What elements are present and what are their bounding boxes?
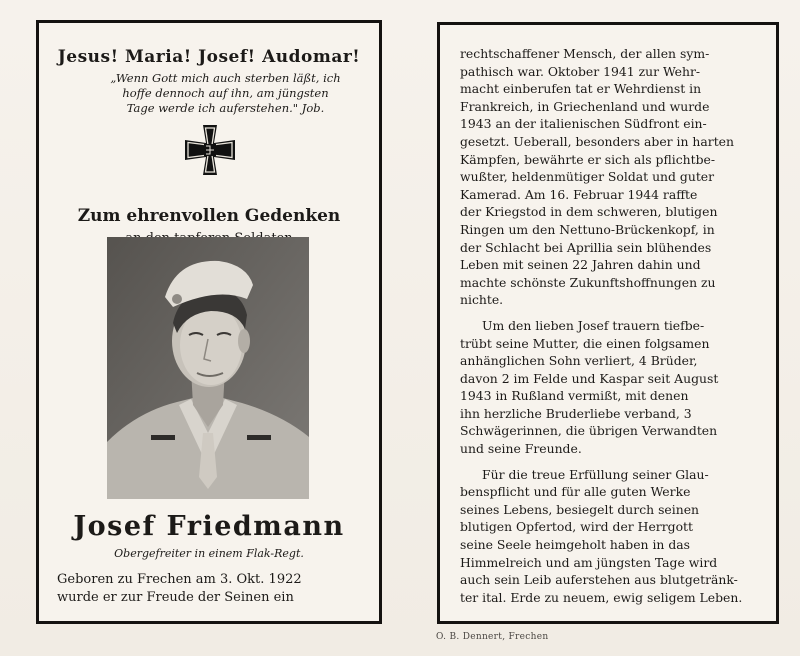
- text-line: davon 2 im Felde und Kaspar seit August: [460, 370, 719, 386]
- text-line: trübt seine Mutter, die einen folgsamen: [460, 335, 710, 351]
- text-line: Frankreich, in Griechenland und wurde: [460, 98, 710, 114]
- text-line: gesetzt. Ueberall, besonders aber in harten: [460, 133, 734, 149]
- quote-line: Tage werde ich auferstehen." Job.: [126, 101, 325, 115]
- text-line: und seine Freunde.: [460, 441, 582, 457]
- text-line: Um den lieben Josef trauern tiefbe-: [482, 317, 705, 333]
- text-line: Schwägerinnen, die übrigen Verwandten: [460, 423, 718, 439]
- quote-line: hoffe dennoch auf ihn, am jüngsten: [122, 86, 329, 100]
- text-line: 1943 an der italienischen Südfront ein-: [460, 116, 707, 132]
- text-line: ihn herzliche Bruderliebe verband, 3: [460, 405, 692, 421]
- text-line: Für die treue Erfüllung seiner Glau-: [482, 466, 709, 482]
- text-line: ter ital. Erde zu neuem, ewig seligem Leben.: [460, 589, 743, 605]
- front-panel: [36, 20, 382, 624]
- deceased-name: Josef Friedmann: [73, 511, 345, 542]
- biography-text: [460, 45, 760, 606]
- text-line: Leben mit seinen 22 Jahren dahin und: [460, 257, 701, 273]
- text-line: seines Lebens, besiegelt durch seinen: [460, 501, 700, 517]
- text-line: wurde er zur Freude der Seinen ein: [57, 590, 294, 605]
- text-line: nichte.: [460, 292, 504, 308]
- text-line: Himmelreich und am jüngsten Tage wird: [460, 554, 718, 570]
- text-line: anhänglichen Sohn verliert, 4 Brüder,: [460, 353, 698, 369]
- text-line: pathisch war. Oktober 1941 zur Wehr-: [460, 63, 701, 79]
- bible-quote: [93, 71, 358, 116]
- text-line: 1943 in Rußland vermißt, mit denen: [460, 388, 689, 404]
- birth-text: [57, 571, 369, 607]
- text-line: seine Seele heimgeholt haben in das: [460, 537, 691, 553]
- soldier-portrait: [107, 237, 309, 499]
- printer-imprint: O. B. Dennert, Frechen: [436, 632, 549, 642]
- text-line: der Kriegstod in dem schweren, blutigen: [460, 204, 718, 220]
- text-line: Geboren zu Frechen am 3. Okt. 1922: [57, 572, 302, 587]
- text-line: macht einberufen tat er Wehrdienst in: [460, 81, 702, 97]
- memorial-title: Zum ehrenvollen Gedenken: [77, 206, 341, 226]
- invocation-heading: Jesus! Maria! Josef! Audomar!: [57, 47, 361, 67]
- text-line: blutigen Opfertod, wird der Herrgott: [460, 519, 694, 535]
- text-line: auch sein Leib auferstehen aus blutgetränk-: [460, 572, 738, 588]
- text-line: der Schlacht bei Aprillia sein blühendes: [460, 239, 712, 255]
- text-line: Kamerad. Am 16. Februar 1944 raffte: [460, 186, 698, 202]
- text-line: Ringen um den Nettuno-Brückenkopf, in: [460, 221, 715, 237]
- text-line: wußter, heldenmütiger Soldat und guter: [460, 169, 715, 185]
- text-line: Kämpfen, bewährte er sich als pflichtbe-: [460, 151, 716, 167]
- back-panel: [437, 22, 779, 624]
- iron-cross-icon: [183, 123, 237, 177]
- military-rank: Obergefreiter in einem Flak-Regt.: [114, 547, 304, 560]
- quote-line: „Wenn Gott mich auch sterben läßt, ich: [110, 71, 341, 85]
- text-line: machte schönste Zukunftshoffnungen zu: [460, 274, 716, 290]
- text-line: rechtschaffener Mensch, der allen sym-: [460, 46, 710, 61]
- text-line: benspflicht und für alle guten Werke: [460, 484, 691, 500]
